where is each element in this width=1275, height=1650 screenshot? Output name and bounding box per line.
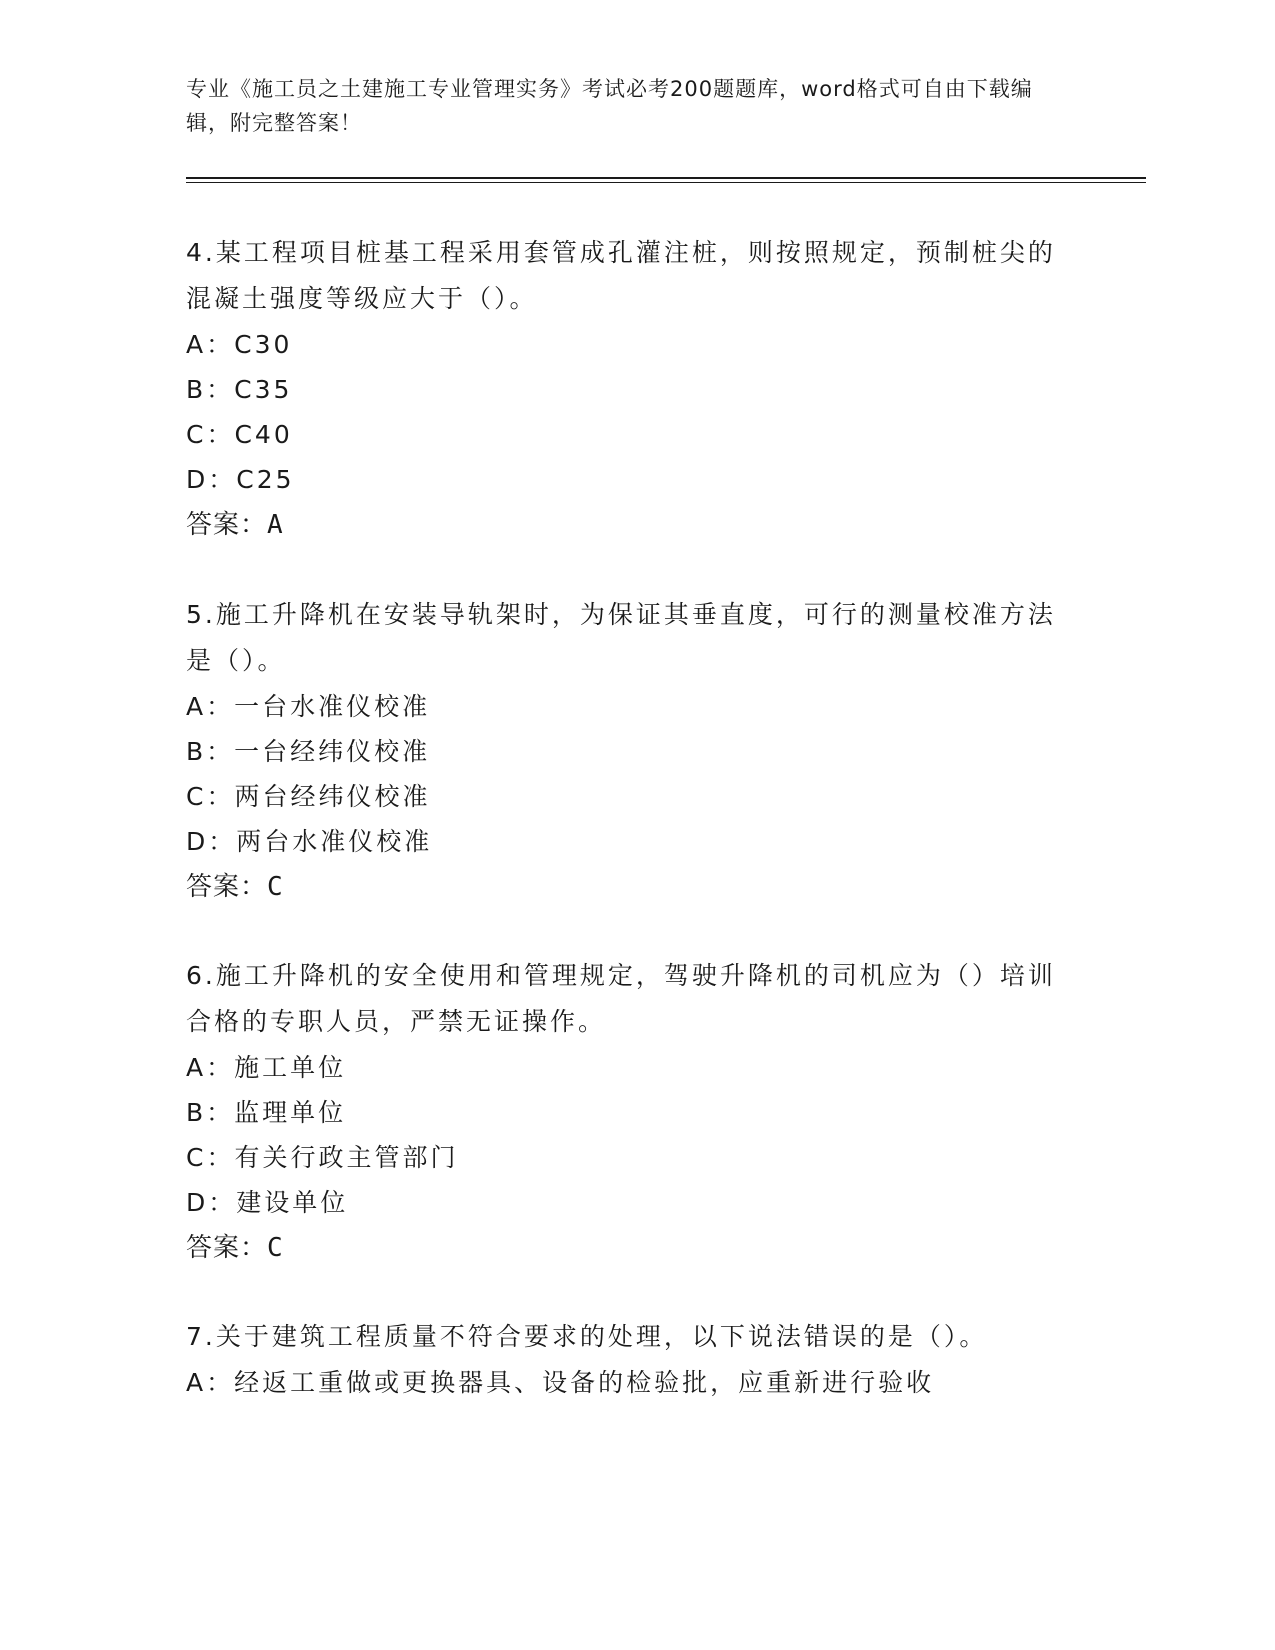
option-text: 有关行政主管部门 — [234, 1143, 459, 1172]
option-text: 一台经纬仪校准 — [234, 737, 431, 766]
question-stem: 4.某工程项目桩基工程采用套管成孔灌注桩，则按照规定，预制桩尖的混凝土强度等级应大于（）。 — [186, 238, 1056, 313]
option-key: A： — [186, 1368, 235, 1397]
answer-label: 答案： — [186, 872, 268, 902]
option-text: C40 — [234, 420, 293, 449]
option-text: C25 — [236, 465, 295, 494]
option-key: C： — [186, 782, 235, 811]
option-text: C30 — [234, 330, 293, 359]
option-key: B： — [186, 1098, 235, 1127]
option-text: 两台经纬仪校准 — [234, 782, 431, 811]
option-d — [186, 819, 1066, 864]
answer-line — [186, 1225, 1066, 1271]
option-b — [186, 729, 1066, 774]
option-c — [186, 1135, 1066, 1180]
question-stem: 7.关于建筑工程质量不符合要求的处理，以下说法错误的是（）。 — [186, 1322, 988, 1351]
option-key: A： — [186, 692, 235, 721]
option-text: 监理单位 — [234, 1098, 347, 1127]
option-a — [186, 1045, 1066, 1090]
answer-label: 答案： — [186, 1233, 268, 1263]
header-rule-thick — [186, 177, 1146, 179]
answer-line — [186, 864, 1066, 910]
option-text: 施工单位 — [234, 1053, 347, 1082]
option-d — [186, 457, 1066, 502]
option-text: 建设单位 — [236, 1188, 349, 1217]
question-4 — [186, 230, 1066, 548]
header-rule-thin — [186, 182, 1146, 183]
answer-label: 答案： — [186, 510, 268, 540]
option-key: C： — [186, 1143, 235, 1172]
question-stem: 6.施工升降机的安全使用和管理规定，驾驶升降机的司机应为（）培训合格的专职人员，严禁无证操作。 — [186, 961, 1056, 1036]
option-d — [186, 1180, 1066, 1225]
option-a — [186, 322, 1066, 367]
question-7 — [186, 1314, 1066, 1405]
question-stem: 5.施工升降机在安装导轨架时，为保证其垂直度，可行的测量校准方法是（）。 — [186, 600, 1056, 675]
option-key: A： — [186, 1053, 235, 1082]
document-header — [186, 72, 1066, 140]
option-key: B： — [186, 737, 235, 766]
option-text: 两台水准仪校准 — [236, 827, 433, 856]
option-c — [186, 412, 1066, 457]
option-a — [186, 684, 1066, 729]
question-5 — [186, 592, 1066, 910]
option-text: C35 — [234, 375, 293, 404]
option-key: D： — [186, 1188, 237, 1217]
option-key: D： — [186, 827, 237, 856]
option-a — [186, 1360, 1066, 1405]
option-key: B： — [186, 375, 235, 404]
option-b — [186, 367, 1066, 412]
option-key: D： — [186, 465, 237, 494]
option-key: A： — [186, 330, 235, 359]
question-6 — [186, 953, 1066, 1271]
header-title: 专业《施工员之土建施工专业管理实务》考试必考200题题库，word格式可自由下载编辑，附完整答案！ — [186, 77, 1033, 135]
option-b — [186, 1090, 1066, 1135]
answer-line — [186, 502, 1066, 548]
answer-value: A — [267, 510, 284, 540]
answer-value: C — [267, 872, 284, 902]
option-key: C： — [186, 420, 235, 449]
answer-value: C — [267, 1233, 284, 1263]
option-c — [186, 774, 1066, 819]
option-text: 经返工重做或更换器具、设备的检验批，应重新进行验收 — [234, 1368, 935, 1397]
option-text: 一台水准仪校准 — [234, 692, 431, 721]
